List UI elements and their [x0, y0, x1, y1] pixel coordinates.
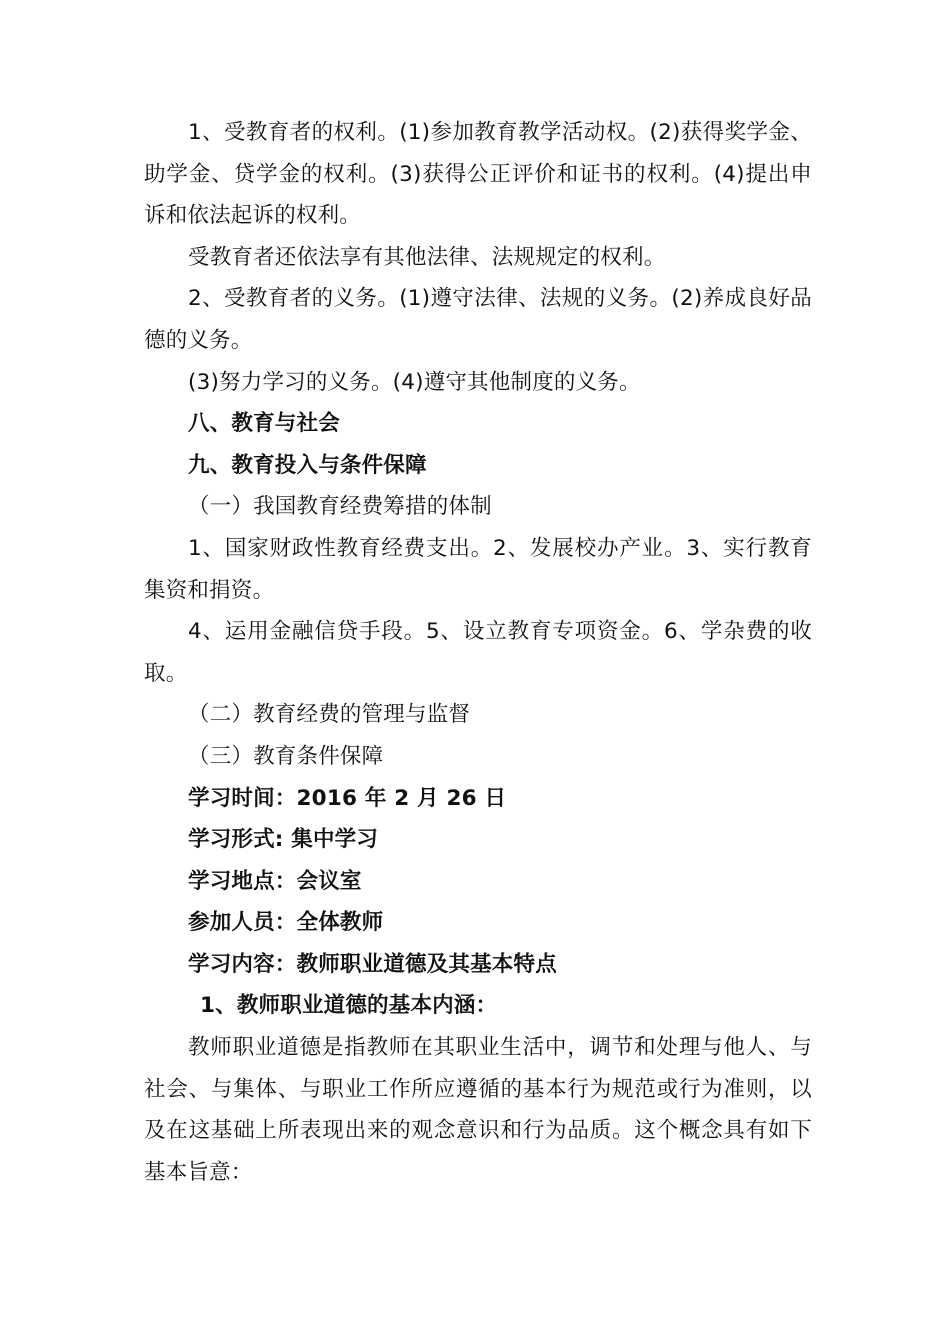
subheading-ethics-meaning: 1、教师职业道德的基本内涵：: [200, 993, 498, 1019]
subheading-funding-system: （一）我国教育经费筹措的体制: [188, 494, 492, 520]
heading-investment: 九、教育投入与条件保障: [188, 452, 427, 478]
document-body: [144, 112, 812, 1193]
paragraph-student-duties: 2、受教育者的义务。(1)遵守法律、法规的义务。(2)养成良好品德的义务。: [144, 286, 812, 353]
study-content: 学习内容：教师职业道德及其基本特点: [188, 951, 557, 977]
participants: 参加人员：全体教师: [188, 910, 384, 936]
study-form: 学习形式: 集中学习: [188, 827, 379, 853]
heading-education-society: 八、教育与社会: [188, 411, 340, 437]
paragraph-funding-list-2: 4、运用金融信贷手段。5、设立教育专项资金。6、学杂费的收取。: [144, 619, 812, 686]
paragraph-study-duties: (3)努力学习的义务。(4)遵守其他制度的义务。: [188, 369, 641, 395]
study-place: 学习地点：会议室: [188, 868, 362, 894]
paragraph-student-rights: 1、受教育者的权利。(1)参加教育教学活动权。(2)获得奖学金、助学金、贷学金的权利。(3)获得公正评价和证书的权利。(4)提出申诉和依法起诉的权利。: [144, 120, 812, 229]
subheading-funding-management: （二）教育经费的管理与监督: [188, 702, 471, 728]
paragraph-other-rights: 受教育者还依法享有其他法律、法规规定的权利。: [188, 244, 666, 270]
subheading-conditions: （三）教育条件保障: [188, 743, 384, 769]
paragraph-ethics-definition: 教师职业道德是指教师在其职业生活中，调节和处理与他人、与社会、与集体、与职业工作所应遵循的基本行为规范或行为准则，以及在这基础上所表现出来的观念意识和行为品质。这个概念具有如下基本旨意：: [144, 1035, 812, 1185]
paragraph-funding-list-1: 1、国家财政性教育经费支出。2、发展校办产业。3、实行教育集资和捐资。: [144, 535, 812, 603]
study-time: 学习时间：2016 年 2 月 26 日: [188, 785, 507, 811]
